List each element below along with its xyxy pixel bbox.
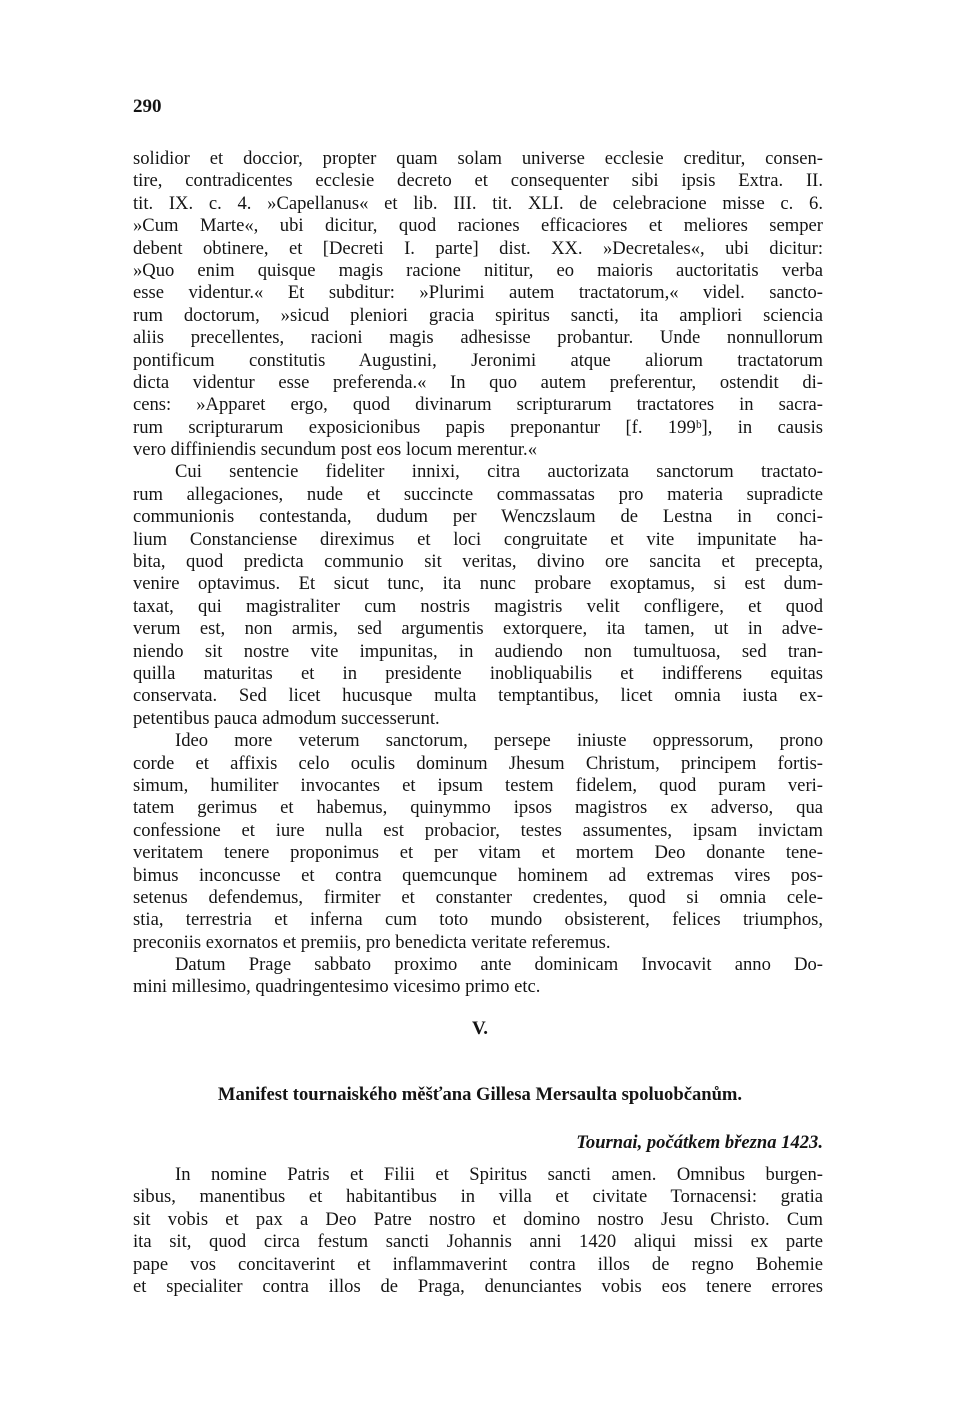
text-line: taxat, qui magistraliter cum nostris magistris velit confligere, et quod: [133, 595, 823, 617]
text-line: et specialiter contra illos de Praga, denunciantes vobis eos tenere errores: [133, 1275, 823, 1297]
page-number: 290: [133, 96, 162, 117]
text-line: mini millesimo, quadringentesimo vicesimo primo etc.: [133, 976, 541, 998]
text-line: Datum Prage sabbato proximo ante dominicam Invocavit anno Do-: [175, 954, 823, 976]
text-line: preconiis exornatos et premiis, pro benedicta veritate referemus.: [133, 931, 611, 953]
text-line: veritatem tenere proponimus et per vitam et mortem Deo donante tene-: [133, 842, 823, 864]
text-line: rum allegaciones, nude et succincte commassatas pro materia supradicte: [133, 483, 823, 505]
text-line: quilla maturitas et in presidente inobliquabilis et indifferens equitas: [133, 662, 823, 684]
text-line: simum, humiliter invocantes et ipsum testem fidelem, quod puram veri-: [133, 774, 823, 796]
text-line: stia, terrestria et inferna cum toto mundo obsisterent, felices triumphos,: [133, 909, 823, 931]
text-line: sit vobis et pax a Deo Patre nostro et domino nostro Jesu Christo. Cum: [133, 1208, 823, 1230]
text-line: esse videntur.« Et subditur: »Plurimi autem tractatorum,« videl. sancto-: [133, 282, 823, 304]
body-text-block-2: [133, 1164, 823, 1298]
text-line: aliis precellentes, racioni magis adhesisse probantur. Unde nonnullorum: [133, 327, 823, 349]
text-line: tire, contradicentes ecclesie decreto et consequenter sibi ipsis Extra. II.: [133, 170, 823, 192]
text-line: vero diffiniendis secundum post eos locum merentur.«: [133, 439, 537, 461]
text-line: dicta videntur esse preferenda.« In quo autem preferentur, ostendit di-: [133, 371, 823, 393]
text-line: Ideo more veterum sanctorum, persepe iniuste oppressorum, prono: [175, 730, 823, 752]
text-line: bimus inconcusse et contra quemcunque hominem ad extremas vires pos-: [133, 864, 823, 886]
text-line: bita, quod predicta communio sit veritas, divino ore sancita et precepta,: [133, 551, 823, 573]
text-line: niendo sit nostre vite impunitas, in audiendo non tumultuosa, sed tran-: [133, 640, 823, 662]
text-line: venire optavimus. Et sicut tunc, ita nunc probare exoptamus, si est dum-: [133, 573, 823, 595]
text-line: solidior et doccior, propter quam solam universe ecclesie creditur, consen-: [133, 148, 823, 169]
text-line: sibus, manentibus et habitantibus in villa et civitate Tornacensi: gratia: [133, 1186, 823, 1208]
text-line: pape vos concitaverint et inflammaverint contra illos de regno Bohemie: [133, 1253, 823, 1275]
text-line: conservata. Sed licet hucusque multa temptantibus, licet omnia iusta ex-: [133, 685, 823, 707]
text-line: lium Constanciense direximus et loci congruitate et vite impunitate ha-: [133, 528, 823, 550]
section-heading: Manifest tournaiského měšťana Gillesa Mersaulta spoluobčanům.: [217, 1084, 743, 1105]
text-line: confessione et iure nulla est probacior, testes assumentes, ipsam invictam: [133, 819, 823, 841]
text-line: »Quo enim quisque magis racione nititur, eo maioris auctoritatis verba: [133, 259, 823, 281]
text-line: rum scripturarum exposicionibus papis preponantur [f. 199ᵇ], in causis: [133, 416, 823, 438]
text-line: tatem gerimus et habemus, quinymmo ipsos magistros ex adverso, qua: [133, 797, 823, 819]
text-line: debent obtinere, et [Decreti I. parte] dist. XX. »Decretales«, ubi dicitur:: [133, 237, 823, 259]
text-line: petentibus pauca admodum successerunt.: [133, 707, 440, 729]
text-line: cens: »Apparet ergo, quod divinarum scripturarum tractatores in sacra-: [133, 394, 823, 416]
text-line: In nomine Patris et Filii et Spiritus sancti amen. Omnibus burgen-: [175, 1164, 823, 1185]
text-line: setenus defendemus, firmiter et constanter credentes, quod si omnia cele-: [133, 886, 823, 908]
text-line: pontificum constitutis Augustini, Jeronimi atque aliorum tractatorum: [133, 349, 823, 371]
text-line: verum est, non armis, sed argumentis extorquere, ita tamen, ut in adve-: [133, 618, 823, 640]
text-line: tit. IX. c. 4. »Capellanus« et lib. III. tit. XLI. de celebracione misse c. 6.: [133, 192, 823, 214]
text-line: communionis contestanda, dudum per Wenczslaum de Lestna in conci-: [133, 506, 823, 528]
text-line: »Cum Marte«, ubi dicitur, quod raciones efficaciores et meliores semper: [133, 215, 823, 237]
text-line: corde et affixis celo oculis dominum Jhesum Christum, principem fortis-: [133, 752, 823, 774]
section-number: V.: [471, 1018, 489, 1039]
text-line: rum doctorum, »sicud pleniori gracia spiritus sancti, ita ampliori sciencia: [133, 304, 823, 326]
body-text-block: [133, 148, 823, 999]
text-line: ita sit, quod circa festum sancti Johannis anni 1420 aliqui missi ex parte: [133, 1231, 823, 1253]
dateline: Tournai, počátkem března 1423.: [576, 1132, 823, 1153]
text-line: Cui sentencie fideliter innixi, citra auctorizata sanctorum tractato-: [175, 461, 823, 483]
